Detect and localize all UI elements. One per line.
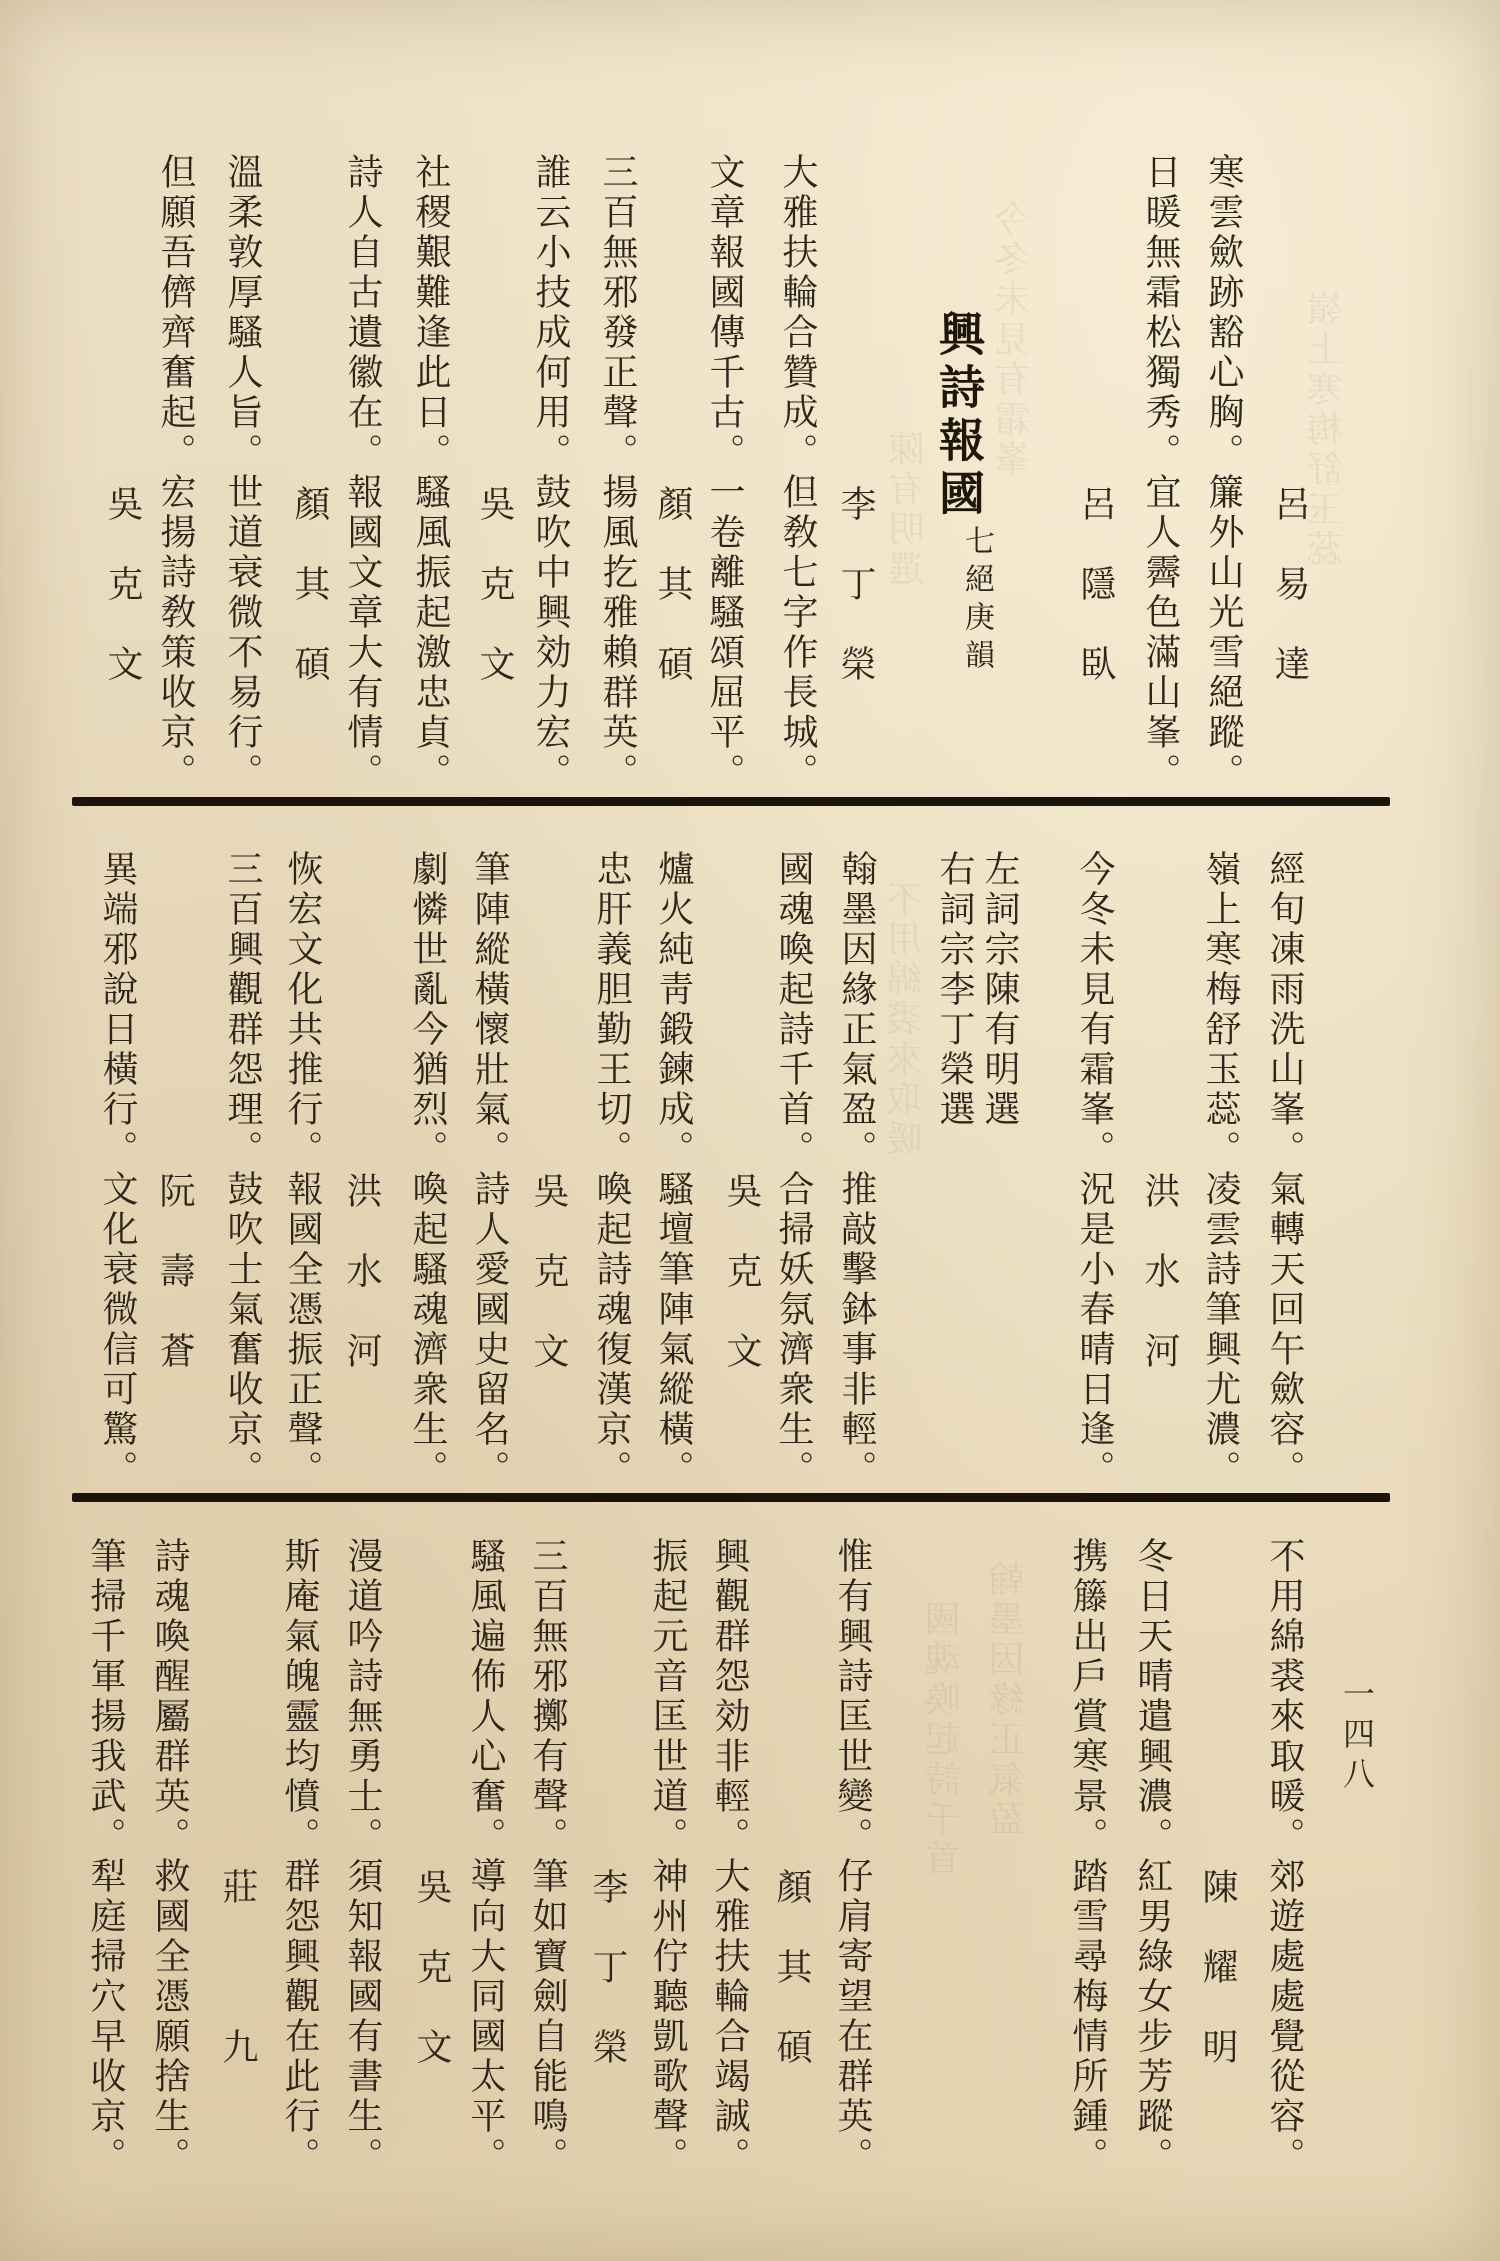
author-name: 李丁榮	[587, 1868, 628, 2108]
poem-title: 興詩報國	[932, 310, 986, 522]
verse-column: 今冬未見有霜峯。況是小春晴日逢。	[1074, 850, 1115, 1490]
show-through-ghost: 今冬未見有霜峯	[995, 200, 1036, 480]
verse-column: 但願吾儕齊奮起。宏揚詩敎策收京。	[155, 153, 196, 793]
verse-column: 溫柔敦厚騷人旨。世道衰微不易行。	[222, 153, 263, 793]
poem-subtitle: 七絕庚韻	[959, 525, 994, 677]
show-through-ghost: 嶺上寒梅舒玉蕊	[1307, 290, 1348, 570]
verse-column: 惟有興詩匡世變。仔肩寄望在群英。	[832, 1537, 873, 2177]
verse-column: 文章報國傳千古。一卷離騷頌屈平。	[704, 153, 745, 793]
author-name: 顏其碩	[289, 485, 330, 725]
author-name: 陳耀明	[1197, 1868, 1238, 2108]
verse-column: 詩魂喚醒屬群英。救國全憑願捨生。	[149, 1537, 190, 2177]
verse-column: 携籐出戶賞寒景。踏雪尋梅情所鍾。	[1067, 1537, 1108, 2177]
show-through-ghost: 翰墨因緣正氣盈	[989, 1560, 1030, 1840]
verse-column: 漫道吟詩無勇士。須知報國有書生。	[342, 1537, 383, 2177]
verse-column: 騷風遍佈人心奮。導向大同國太平。	[465, 1537, 506, 2177]
show-through-ghost: 不用綿裘來取暖	[887, 880, 928, 1160]
verse-column: 誰云小技成何用。鼓吹中興効力宏。	[530, 153, 571, 793]
verse-column: 斯庵氣魄靈均憤。群怨興觀在此行。	[279, 1537, 320, 2177]
verse-column: 冬日天晴遣興濃。紅男綠女步芳蹤。	[1132, 1537, 1173, 2177]
verse-column: 寒雲歛跡豁心胸。簾外山光雪絕蹤。	[1203, 153, 1244, 793]
verse-column: 不用綿裘來取暖。郊遊處處覺從容。	[1264, 1537, 1305, 2177]
register-divider-rule	[72, 1493, 1390, 1502]
verse-column: 大雅扶輪合贊成。但敎七字作長城。	[777, 153, 818, 793]
author-name: 莊 九	[217, 1868, 258, 2108]
register-divider-rule	[72, 797, 1390, 806]
author-name: 顏其碩	[652, 485, 693, 725]
verse-column: 異端邪說日橫行。文化衰微信可驚。	[97, 850, 138, 1490]
verse-column: 嶺上寒梅舒玉蕊。凌雲詩筆興尤濃。	[1200, 850, 1241, 1490]
verse-column: 國魂喚起詩千首。合掃妖氛濟衆生。	[773, 850, 814, 1490]
verse-column: 三百興觀群怨理。鼓吹士氣奮收京。	[222, 850, 263, 1490]
author-name: 呂易達	[1269, 485, 1310, 725]
author-name: 洪水河	[341, 1172, 382, 1412]
verse-column: 經旬凍雨洗山峯。氣轉天回午歛容。	[1264, 850, 1305, 1490]
author-name: 呂隱臥	[1075, 485, 1116, 725]
verse-column: 筆掃千軍揚我武。犁庭掃穴早收京。	[85, 1537, 126, 2177]
page-number: 一四八	[1338, 1677, 1376, 1797]
show-through-ghost: 國魂喚起詩千首	[925, 1600, 966, 1880]
verse-column: 三百無邪發正聲。揚風扢雅賴群英。	[597, 153, 638, 793]
verse-column: 忠肝義胆勤王切。喚起詩魂復漢京。	[591, 850, 632, 1490]
verse-column: 社稷艱難逢此日。騷風振起激忠貞。	[410, 153, 451, 793]
judge-header: 右詞宗李丁榮選	[934, 850, 975, 1130]
author-name: 李丁榮	[835, 485, 876, 725]
verse-column: 劇憐世亂今猶烈。喚起騷魂濟衆生。	[407, 850, 448, 1490]
verse-column: 恢宏文化共推行。報國全憑振正聲。	[282, 850, 323, 1490]
author-name: 洪水河	[1139, 1172, 1180, 1412]
verse-column: 爐火純靑鍛鍊成。騷壇筆陣氣縱橫。	[653, 850, 694, 1490]
author-name: 吳克文	[102, 485, 143, 725]
verse-column: 振起元音匡世道。神州佇聽凱歌聲。	[647, 1537, 688, 2177]
show-through-ghost: 陳有明選	[889, 430, 930, 590]
author-name: 吳克文	[528, 1172, 569, 1412]
verse-column: 日暖無霜松獨秀。宜人霽色滿山峯。	[1140, 153, 1181, 793]
author-name: 吳克文	[474, 485, 515, 725]
author-name: 吳克文	[721, 1172, 762, 1412]
author-name: 阮壽蒼	[154, 1172, 195, 1412]
author-name: 顏其碩	[771, 1868, 812, 2108]
verse-column: 翰墨因緣正氣盈。推敲擊鉢事非輕。	[836, 850, 877, 1490]
author-name: 吳克文	[411, 1868, 452, 2108]
judge-header: 左詞宗陳有明選	[979, 850, 1020, 1130]
verse-column: 筆陣縱橫懷壯氣。詩人愛國史留名。	[469, 850, 510, 1490]
verse-column: 興觀群怨効非輕。大雅扶輪合竭誠。	[709, 1537, 750, 2177]
verse-column: 詩人自古遺徽在。報國文章大有情。	[342, 153, 383, 793]
verse-column: 三百無邪擲有聲。筆如寶劍自能鳴。	[527, 1537, 568, 2177]
